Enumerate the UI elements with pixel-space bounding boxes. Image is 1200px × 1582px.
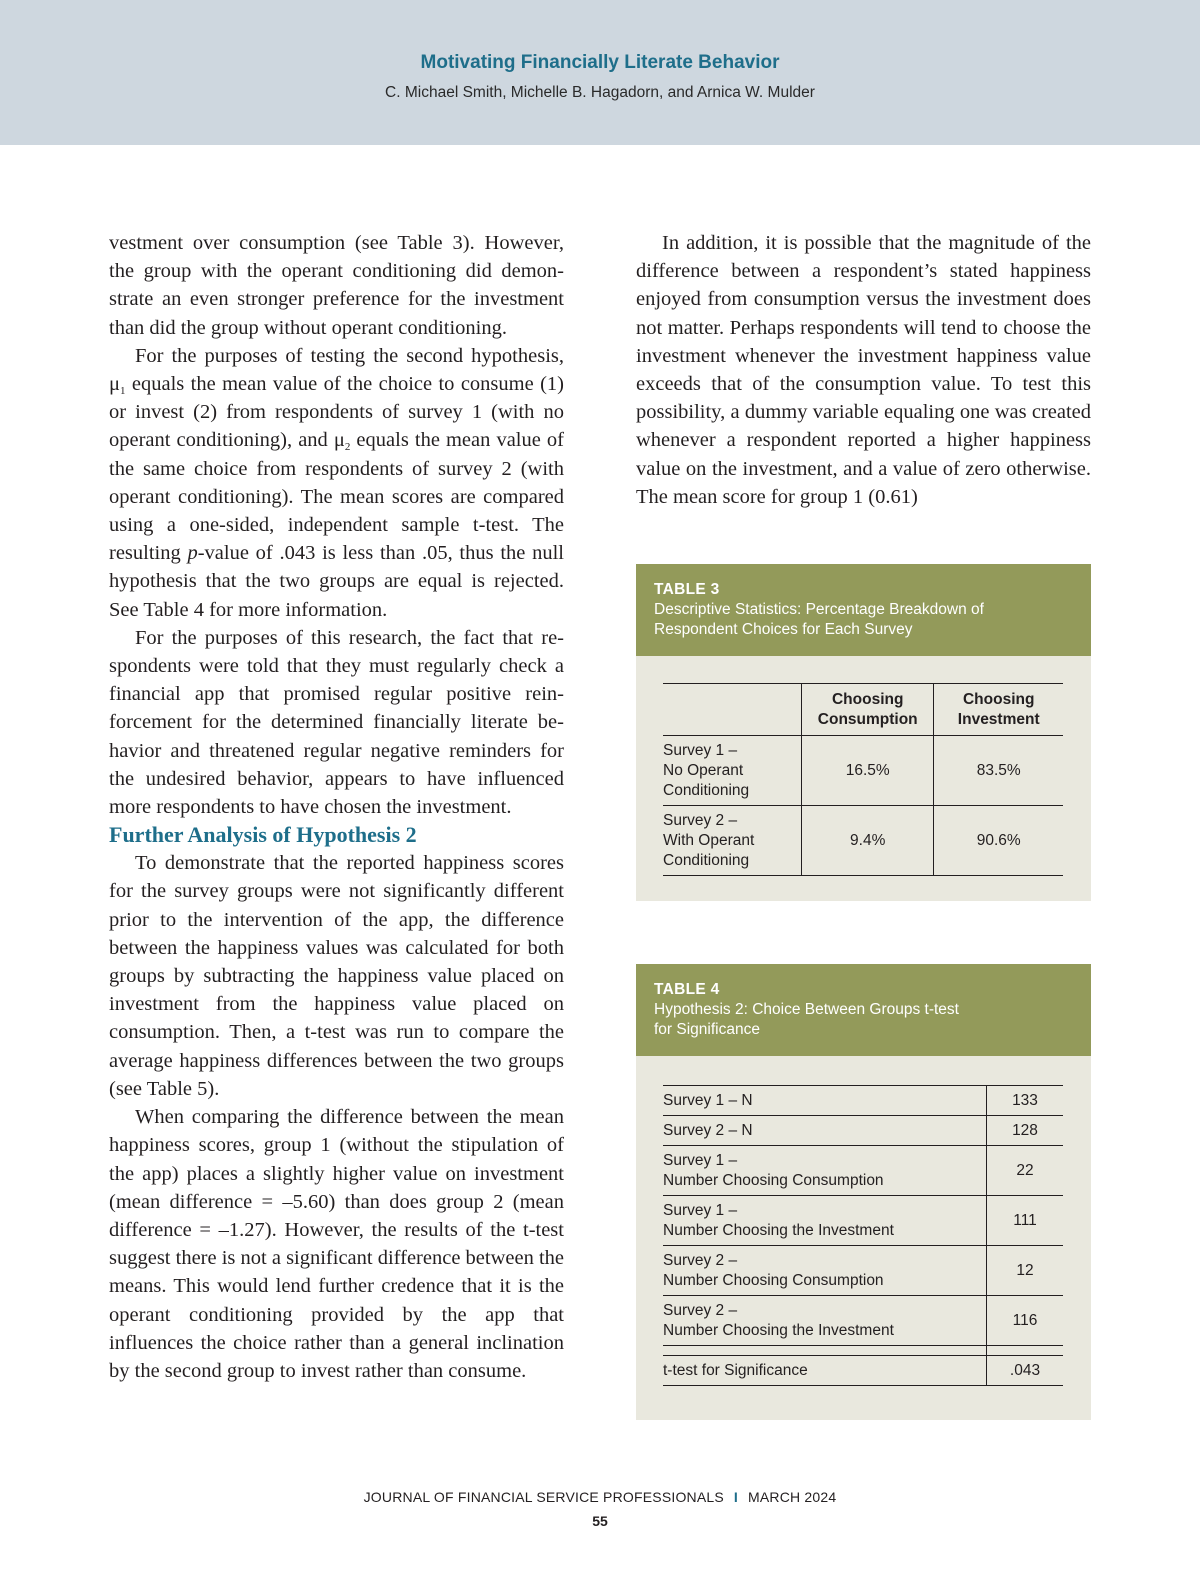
cell-value: 133: [987, 1086, 1064, 1116]
paragraph: For the purposes of this research, the fact that respondents were told that they must regularly check a financial app that promised regular positive reinforcement for the determined financially literate behavior and threatened regular negative reminders for the undesired behavior, appears to have influenced more respondents to have chosen the investment.: [109, 626, 564, 819]
table-4: [636, 964, 1091, 1420]
row-label: Survey 2 – Number Choosing the Investment: [663, 1296, 987, 1346]
table-caption: Hypothesis 2: Choice Between Groups t-test for Significance: [654, 1001, 959, 1038]
issue-date: MARCH 2024: [748, 1489, 837, 1505]
cell-value: 116: [987, 1296, 1064, 1346]
table-row: [663, 1196, 1063, 1246]
cell-value: 128: [987, 1116, 1064, 1146]
article-authors: C. Michael Smith, Michelle B. Hagadorn, and Arnica W. Mulder: [385, 84, 815, 101]
table-4-grid: [663, 1085, 1063, 1386]
table-caption: Descriptive Statistics: Percentage Breakdown of Respondent Choices for Each Survey: [654, 601, 984, 638]
table-3-header: [636, 564, 1091, 656]
cell-investment: 90.6%: [934, 806, 1063, 876]
section-heading: Further Analysis of Hypothesis 2: [109, 822, 417, 848]
paragraph: When comparing the difference between the mean happiness scores, group 1 (without the stipulation of the app) places a slightly higher value on investment (mean difference = –5.60) than does group 2 (mean difference = –1.27). However, the results of the t-test suggest there is not a significant difference between the means. This would lend further credence that it is the operant conditioning provided by the app that influences the choice rather than a general inclination by the second group to invest rather than consume.: [109, 1106, 565, 1382]
cell-investment: 83.5%: [934, 736, 1063, 806]
row-label: Survey 2 – With Operant Conditioning: [663, 806, 802, 876]
page-number: 55: [592, 1513, 608, 1529]
cell-consumption: 16.5%: [802, 736, 934, 806]
table-label: TABLE 4: [654, 981, 720, 998]
left-column: [109, 229, 564, 1385]
table-row: [663, 1246, 1063, 1296]
row-label: Survey 1 – N: [663, 1086, 987, 1116]
row-label: Survey 1 – No Operant Conditioning: [663, 736, 802, 806]
table-row: [663, 1086, 1063, 1116]
row-label: t-test for Significance: [663, 1356, 987, 1386]
row-label: Survey 2 – Number Choosing Consumption: [663, 1246, 987, 1296]
cell-value: 12: [987, 1246, 1064, 1296]
right-column: [636, 229, 1091, 511]
table-3: [636, 564, 1091, 901]
table-row: [663, 806, 1063, 876]
cell-value: .043: [987, 1356, 1064, 1386]
column-header-consumption: Choosing Consumption: [802, 684, 934, 736]
table-row: [663, 736, 1063, 806]
article-title: Motivating Financially Literate Behavior: [420, 52, 780, 73]
table-header-row: [663, 684, 1063, 736]
table-row: [663, 1116, 1063, 1146]
table-row: [663, 1296, 1063, 1346]
row-label: Survey 2 – N: [663, 1116, 987, 1146]
table-spacer-row: [663, 1346, 1063, 1356]
table-3-grid: [663, 683, 1063, 876]
paragraph: vestment over consumption (see Table 3). However, the group with the operant conditioning did demonstrate an even stronger preference for the investment than did the group without operant conditioning.: [109, 232, 564, 339]
row-label: Survey 1 – Number Choosing the Investment: [663, 1196, 987, 1246]
paragraph: For the purposes of testing the second hypothesis, $\mu_1$ equals the mean value of the choice to consume (1) or invest (2) from respondents of survey 1 (with no operant conditioning), and $\mu_2$ equals the mean value of the same choice from respondents of survey 2 (with operant conditioning). The mean scores are compared using a one-sided, independent sample t-test. The resulting p-value of .043 is less than .05, thus the null hypothesis that the two groups are equal is rejected. See Table 4 for more information.: [109, 344, 564, 621]
table-label: TABLE 3: [654, 581, 720, 598]
paragraph: To demonstrate that the reported happiness scores for the survey groups were not significantly different prior to the intervention of the app, the difference between the happiness values was calculated for both groups by subtracting the happiness value placed on investment from the happiness value placed on consumption. Then, a t-test was run to compare the average happiness differences between the two groups (see Table 5).: [109, 852, 564, 1100]
journal-name: JOURNAL OF FINANCIAL SERVICE PROFESSIONALS: [363, 1489, 724, 1505]
table-row: [663, 1146, 1063, 1196]
column-header-investment: Choosing Investment: [934, 684, 1063, 736]
table-4-header: [636, 964, 1091, 1056]
row-label: Survey 1 – Number Choosing Consumption: [663, 1146, 987, 1196]
table-row: [663, 1356, 1063, 1386]
footer-separator: I: [733, 1489, 738, 1505]
empty-header-cell: [663, 684, 802, 736]
footer-journal-line: [0, 1489, 1200, 1505]
cell-consumption: 9.4%: [802, 806, 934, 876]
running-header: [0, 0, 1200, 145]
cell-value: 111: [987, 1196, 1064, 1246]
cell-value: 22: [987, 1146, 1064, 1196]
paragraph: In addition, it is possible that the magnitude of the difference between a respondent’s stated happiness enjoyed from consumption versus the investment does not matter. Perhaps respondents will tend to choose the investment whenever the investment happiness value exceeds that of the consumption value. To test this possibility, a dummy variable equaling one was created whenever a respondent reported a higher happiness value on the investment, and a value of zero otherwise. The mean score for group 1 (0.61): [636, 232, 1091, 508]
